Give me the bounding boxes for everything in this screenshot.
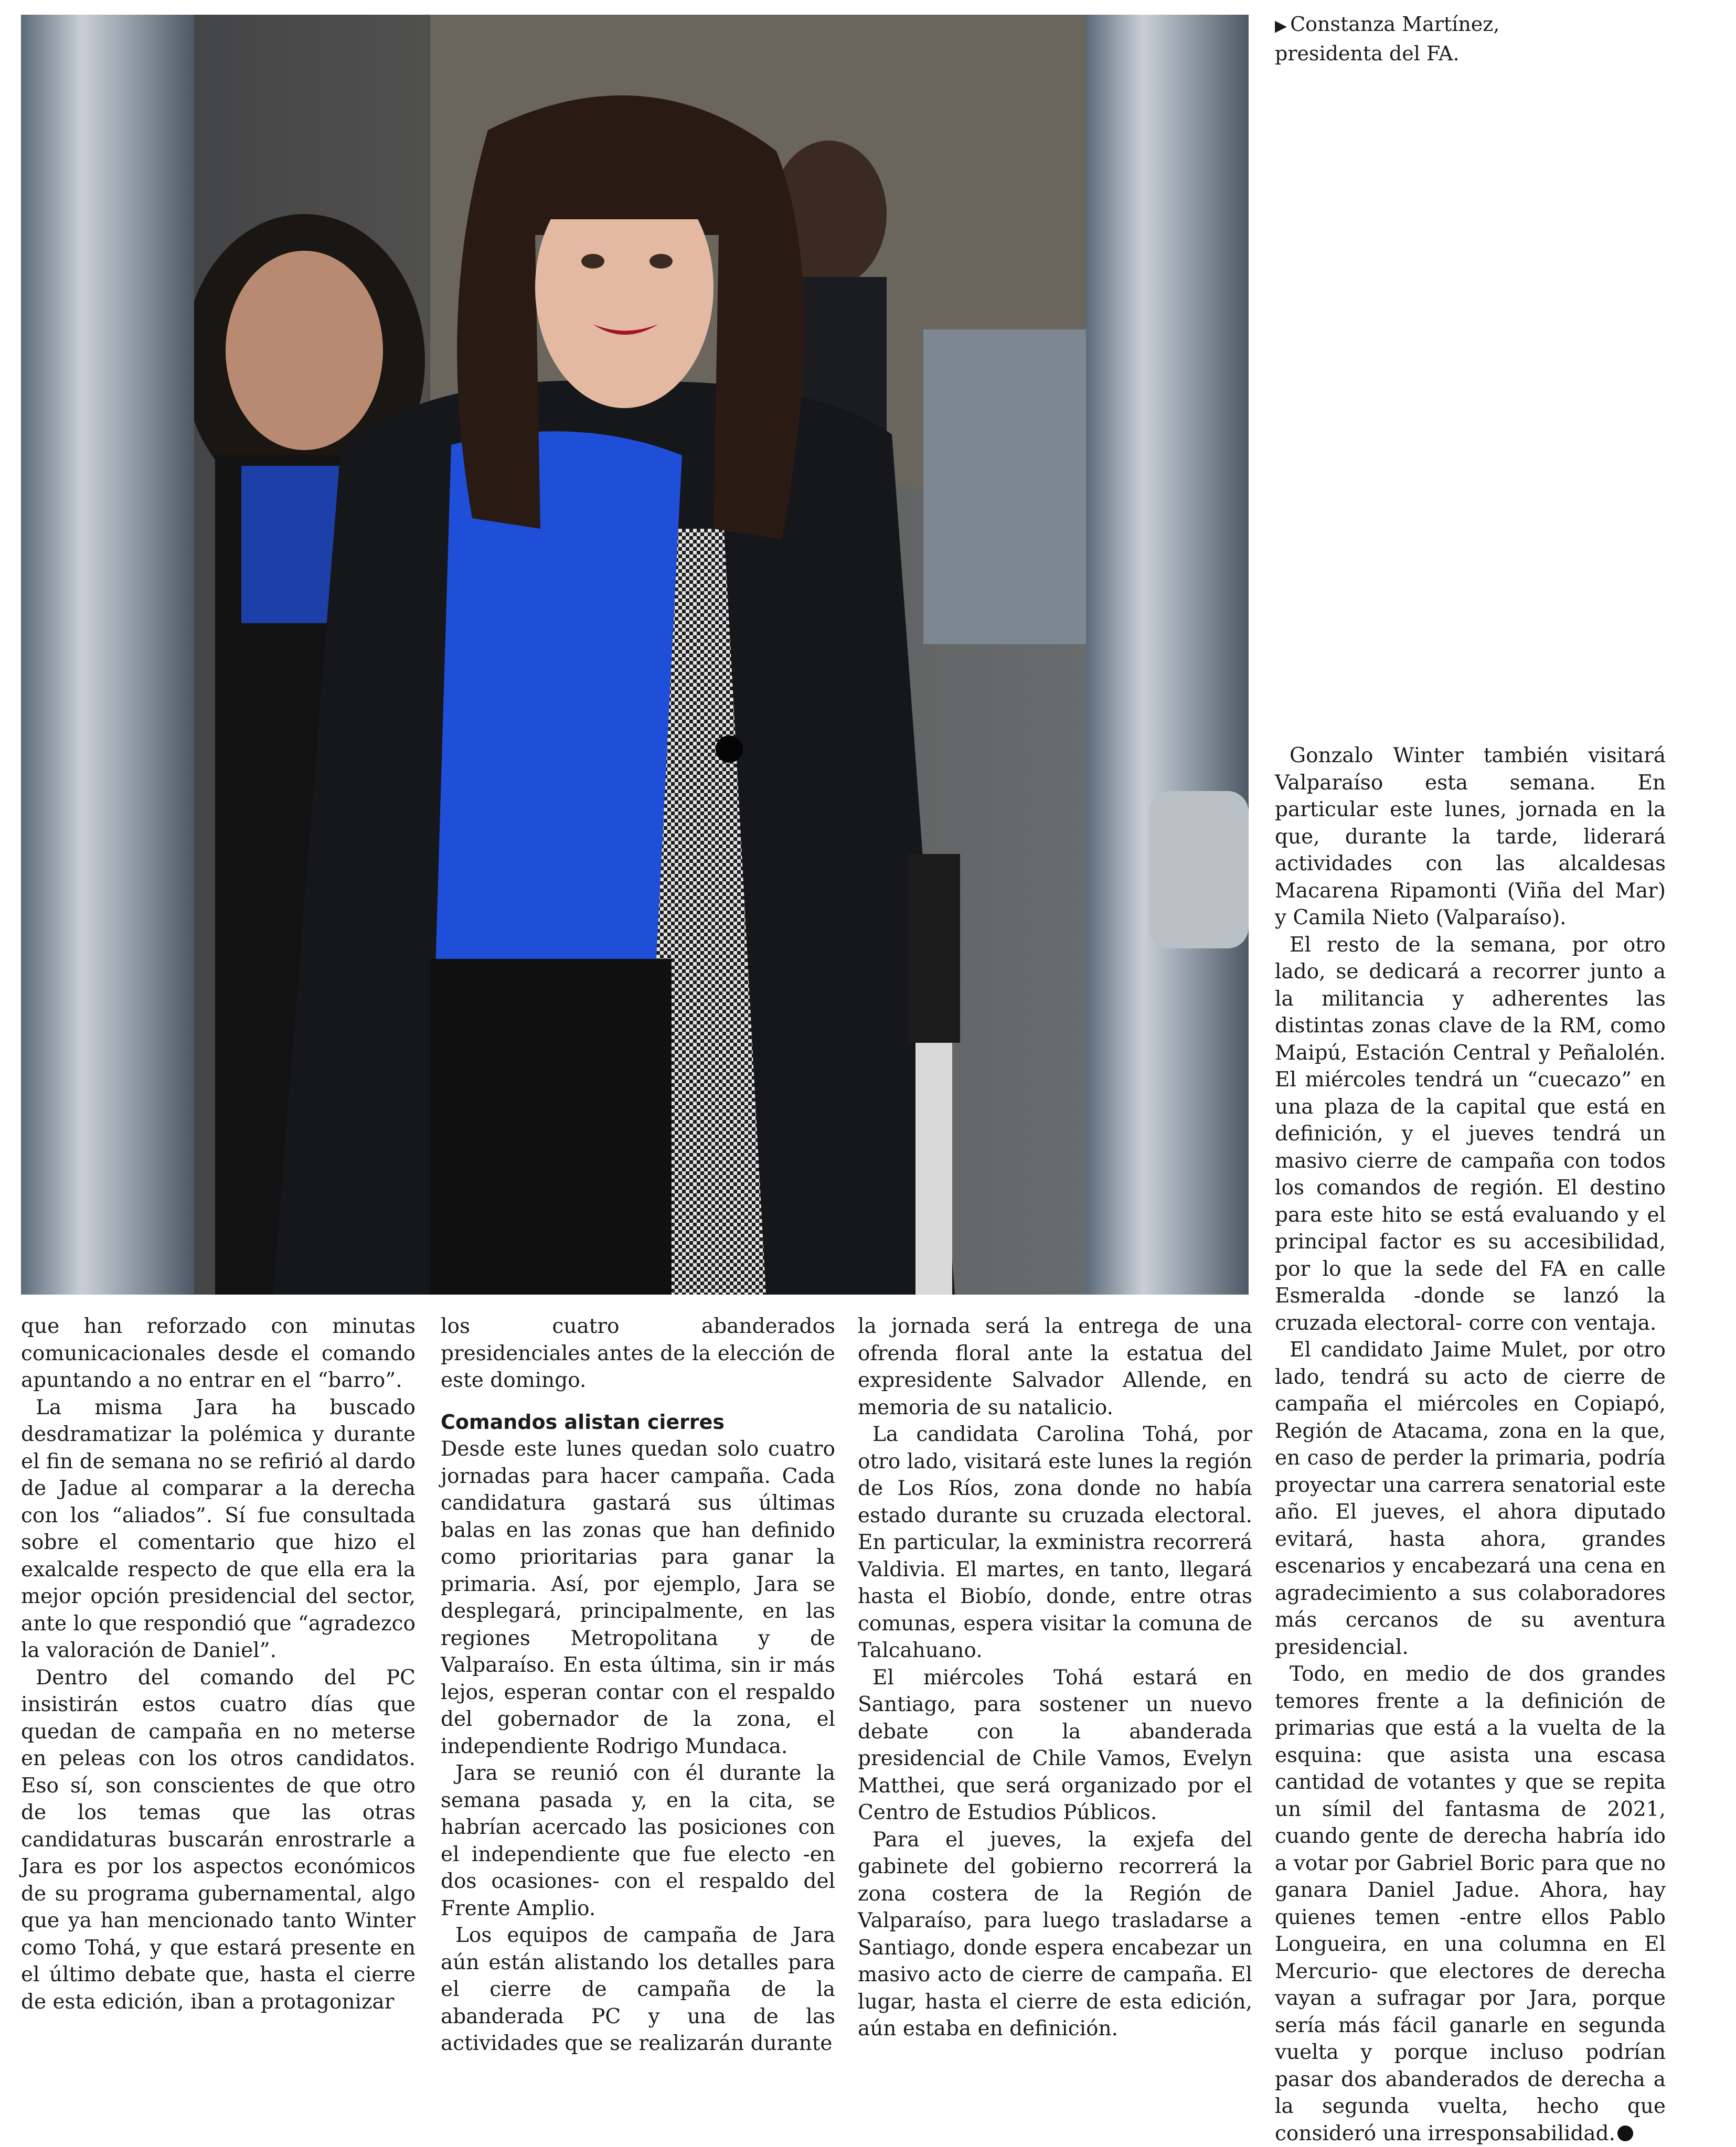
end-mark-icon	[1617, 2125, 1633, 2141]
article-column-2	[441, 1313, 835, 2057]
paragraph: El resto de la semana, por otro lado, se dedicará a recorrer junto a la militancia y adherentes las distintas zonas clave de la RM, como Maipú, Estación Central y Peñalolén. El miércoles tendrá un “cuecazo” en una plaza de la capital que está en definición, y el jueves tendrá un masivo cierre de campaña con todos los comandos de región. El destino para este hito se está evaluando y el principal factor es su accesibilidad, por lo que la sede del FA en calle Esmeralda -donde se lanzó la cruzada electoral- corre con ventaja.	[1275, 933, 1666, 1335]
photo-illustration	[21, 15, 1249, 1295]
paragraph: La misma Jara ha buscado desdramatizar la polémica y durante el fin de semana no se refirió al dardo de Jadue al comparar a la derecha con los “aliados”. Sí fue consultada sobre el comentario que hizo el exalcalde respecto de que ella era la mejor opción presidencial del sector, ante lo que respondió que “agradezco la valoración de Daniel”.	[21, 1395, 416, 1662]
paragraph: El candidato Jaime Mulet, por otro lado, tendrá su acto de cierre de campaña el miércoles en Copiapó, Región de Atacama, zona en la que, en caso de perder la primaria, podría proyectar una carrera senatorial este año. El jueves, el ahora diputado evitará, hasta ahora, grandes escenarios y encabezará una cena en agradecimiento a sus colaboradores más cercanos de su aventura presidencial.	[1275, 1338, 1666, 1659]
caption-arrow-icon: ▶	[1275, 17, 1287, 35]
paragraph: la jornada será la entrega de una ofrenda floral ante la estatua del expresidente Salvador Allende, en memoria de su natalicio.	[858, 1315, 1252, 1419]
paragraph-text: Todo, en medio de dos grandes temores frente a la definición de primarias que está a la vuelta de la esquina: que asista una escasa cantidad de votantes y que se repita un símil del fantasma de 2021, cuando gente de derecha habría ido a votar por Gabriel Boric para que no ganara Daniel Jadue. Ahora, hay quienes temen -entre ellos Pablo Longueira, en una columna en El Mercurio- que electores de derecha vayan a sufragar por Jara, porque sería más fácil ganarle en segunda vuelta y porque incluso podrían pasar dos abanderados de derecha a la segunda vuelta, hecho que consideró una irresponsabilidad.	[1275, 1662, 1666, 2145]
paragraph: Los equipos de campaña de Jara aún están alistando los detalles para el cierre de campaña de la abanderada PC y una de las actividades que se realizarán durante	[441, 1924, 835, 2055]
paragraph: Dentro del comando del PC insistirán estos cuatro días que quedan de campaña en no meterse en peleas con los otros candidatos. Eso sí, son conscientes de que otro de los temas que las otras candidaturas buscarán enrostrarle a Jara es por los aspectos económicos de su programa gubernamental, algo que ya han mencionado tanto Winter como Tohá, y que estará presente en el último debate que, hasta el cierre de esta edición, iban a protagonizar	[21, 1665, 416, 2014]
photo-caption	[1275, 10, 1569, 68]
paragraph: que han reforzado con minutas comunicacionales desde el comando apuntando a no entrar en el “barro”.	[21, 1315, 416, 1392]
paragraph: Desde este lunes quedan solo cuatro jornadas para hacer campaña. Cada candidatura gastará sus últimas balas en las zonas que han definido como prioritarias para ganar la primaria. Así, por ejemplo, Jara se desplegará, principalmente, en las regiones Metropolitana y de Valparaíso. En esta última, sin ir más lejos, esperan contar con el respaldo del gobernador de la zona, el independiente Rodrigo Mundaca.	[441, 1437, 835, 1758]
section-heading: Comandos alistan cierres	[441, 1410, 725, 1434]
paragraph: Para el jueves, la exjefa del gabinete del gobierno recorrerá la zona costera de la Región de Valparaíso, para luego trasladarse a Santiago, donde espera encabezar un masivo acto de cierre de campaña. El lugar, hasta el cierre de esta edición, aún estaba en definición.	[858, 1828, 1252, 2041]
paragraph: Gonzalo Winter también visitará Valparaíso esta semana. En particular este lunes, jornada en la que, durante la tarde, liderará actividades con las alcaldesas Macarena Ripamonti (Viña del Mar) y Camila Nieto (Valparaíso).	[1275, 744, 1666, 930]
paragraph-final	[1275, 1661, 1666, 2147]
article-photo	[21, 15, 1249, 1295]
article-column-4	[1275, 742, 1666, 2147]
article-column-1	[21, 1313, 416, 2015]
paragraph: los cuatro abanderados presidenciales antes de la elección de este domingo.	[441, 1315, 835, 1392]
article-column-3	[858, 1313, 1252, 2043]
caption-text: Constanza Martínez, presidenta del FA.	[1275, 13, 1500, 65]
paragraph: El miércoles Tohá estará en Santiago, para sostener un nuevo debate con la abanderada presidencial de Chile Vamos, Evelyn Matthei, que será organizado por el Centro de Estudios Públicos.	[858, 1665, 1252, 1824]
paragraph: La candidata Carolina Tohá, por otro lado, visitará este lunes la región de Los Ríos, zona donde no había estado durante su cruzada electoral. En particular, la exministra recorrerá Valdivia. El martes, en tanto, llegará hasta el Biobío, donde, entre otras comunas, espera visitar la comuna de Talcahuano.	[858, 1423, 1252, 1662]
paragraph: Jara se reunió con él durante la semana pasada y, en la cita, se habrían acercado las posiciones con el independiente que fue electo -en dos ocasiones- con el respaldo del Frente Amplio.	[441, 1761, 835, 1920]
